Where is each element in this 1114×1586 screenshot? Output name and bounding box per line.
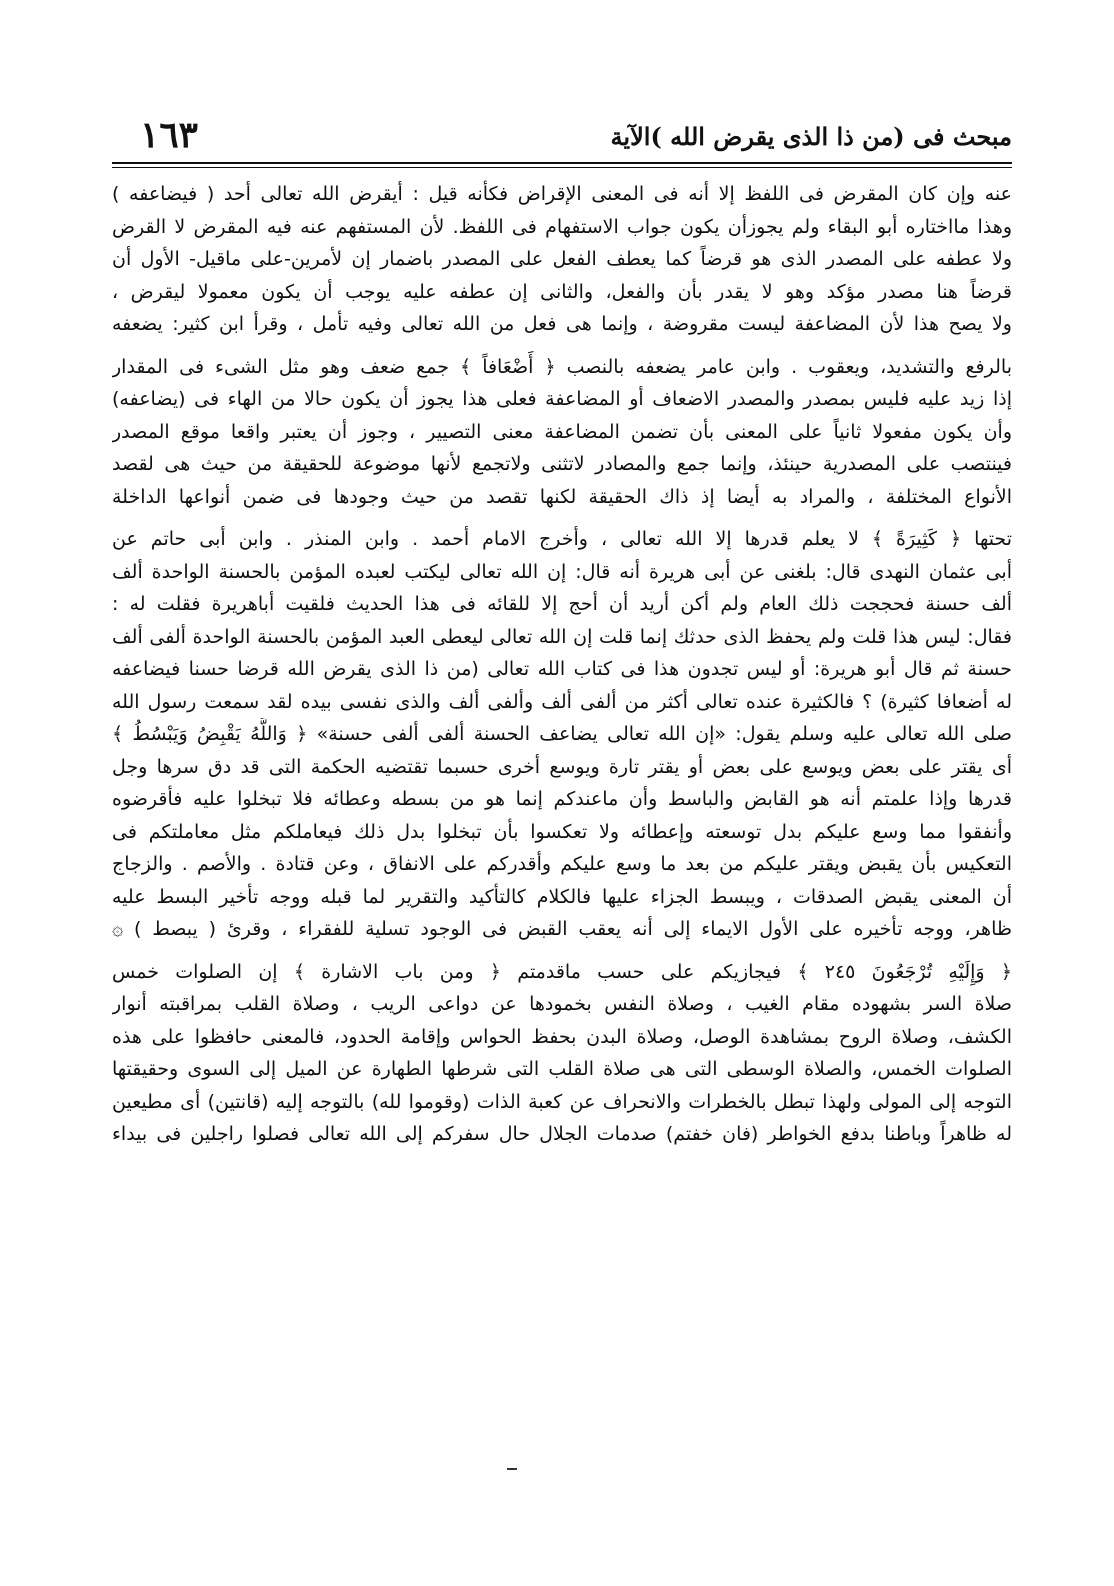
text-line: فينتصب على المصدرية حينئذ، وإنما جمع والمصادر لاتثنى ولاتجمع لأنها موضوعة للحقيقة من حيث هى لقصد [112, 453, 1012, 475]
text-line: صلى الله تعالى عليه وسلم يقول: «إن الله تعالى يضاعف الحسنة ألفى ألفى حسنة» ﴿ وَاللَّهُ يَقْبِضُ وَيَبْسُطُ ﴾ [112, 723, 1012, 745]
text-line: وأنفقوا مما وسع عليكم بدل توسعته وإعطائه ولا تعكسوا بأن تبخلوا بدل ذلك فيعاملكم مثل معاملتكم فى [112, 820, 1012, 843]
running-title: مبحث فى (من ذا الذى يقرض الله )الآية [610, 122, 1012, 151]
text-line: ولا عطفه على المصدر الذى هو قرضاً كما يعطف الفعل على المصدر باضمار إن لأمرين-على ماقيل- الأول أن [112, 248, 1012, 270]
scanned-page [112, 100, 1012, 1500]
text-line: ولا يصح هذا لأن المضاعفة ليست مقروضة ، وإنما هى فعل من الله تعالى وفيه تأمل ، وقرأ ابن كثير: يضعفه [112, 313, 1012, 335]
text-line: قدرها وإذا علمتم أنه هو القابض والباسط وأن ماعندكم إنما هو من بسطه وعطائه فلا تبخلوا عليه فأقرضوه [112, 788, 1012, 810]
text-line: فقال: ليس هذا قلت ولم يحفظ الذى حدثك إنما قلت إن الله تعالى ليعطى العبد المؤمن بالحسنة الواحدة ألفى ألف [112, 625, 1012, 648]
text-line: الأنواع المختلفة ، والمراد به أيضا إذ ذاك الحقيقة لكنها تقصد من حيث وجودها فى ضمن أنواعها الداخلة [112, 485, 1012, 508]
text-line: له ظاهراً وباطنا بدفع الخواطر (فان خفتم) صدمات الجلال حال سفركم إلى الله تعالى فصلوا راجلين فى بيداء [112, 1123, 1012, 1145]
text-line: وأن يكون مفعولا ثانياً على المعنى بأن تضمن المضاعفة معنى التصيير ، وجوز أن يعتبر واقعا موقع المصدر [112, 420, 1012, 443]
text-line: الصلوات الخمس، والصلاة الوسطى التى هى صلاة القلب التى شرطها الطهارة عن الميل إلى السوى وحقيقتها [112, 1058, 1012, 1080]
text-line: إذا زيد عليه فليس بمصدر والمصدر الاضعاف أو المضاعفة فعلى هذا يجوز أن يكون حالا من الهاء فى (يضاعفه) [112, 388, 1012, 410]
text-line: ألف حسنة فحججت ذلك العام ولم أكن أريد أن أحج إلا للقائه فى هذا الحديث فلقيت أباهريرة فقلت له : [112, 593, 1012, 615]
text-line: صلاة السر بشهوده مقام الغيب ، وصلاة النفس بخمودها عن دواعى الريب ، وصلاة القلب بمراقبته أنوار [112, 993, 1012, 1015]
paragraph-gap [112, 513, 1012, 523]
text-line: ظاهر، ووجه تأخيره على الأول الايماء إلى أنه يعقب القبض فى الوجود تسلية للفقراء ، وقرئ ( يبصط ) ۞ [112, 918, 1012, 940]
text-line: أى يقتر على بعض ويوسع على بعض أو يقتر تارة ويوسع أخرى حسبما تقتضيه الحكمة التى قد دق سرها وجل [112, 755, 1012, 778]
text-line: له أضعافا كثيرة) ؟ فالكثيرة عنده تعالى أكثر من ألفى ألف وألفى ألف والذى نفسى بيده لقد سمعت رسول الله [112, 690, 1012, 713]
header-rule-thin [112, 167, 1012, 168]
text-line: تحتها ﴿ كَثِيرَةً ﴾ لا يعلم قدرها إلا الله تعالى ، وأخرج الامام أحمد . وابن المنذر . وابن أبى حاتم عن [112, 528, 1012, 550]
text-line: التعكيس بأن يقبض ويقتر عليكم من بعد ما وسع عليكم وأقدركم على الانفاق ، وعن قتادة . والأصم . والزجاج [112, 853, 1012, 875]
text-line: قرضاً هنا مصدر مؤكد وهو لا يقدر بأن والفعل، والثانى إن عطفه عليه يوجب أن يكون معمولا ليقرض ، [112, 280, 1012, 303]
page-number: ١٦٣ [140, 114, 199, 156]
text-line: ﴿ وَإِلَيْهِ تُرْجَعُونَ ٢٤٥ ﴾ فيجازيكم على حسب ماقدمتم ﴿ ومن باب الاشارة ﴾ إن الصلوات خمس [112, 960, 1012, 983]
footer-mark [507, 1468, 517, 1470]
text-line: بالرفع والتشديد، ويعقوب . وابن عامر يضعفه بالنصب ﴿ أَضْعَافاً ﴾ جمع ضعف وهو مثل الشىء فى المقدار [112, 355, 1012, 378]
text-line: عنه وإن كان المقرض فى اللفظ إلا أنه فى المعنى الإقراض فكأنه قيل : أيقرض الله تعالى أحد ( فيضاعفه ) [112, 183, 1012, 205]
paragraph-gap [112, 946, 1012, 956]
header-rule [112, 162, 1012, 164]
page-header [112, 100, 1012, 160]
body-text [112, 178, 1012, 1151]
text-line: حسنة ثم قال أبو هريرة: أو ليس تجدون هذا فى كتاب الله تعالى (من ذا الذى يقرض الله قرضا حسنا فيضاعفه [112, 658, 1012, 680]
text-line: وهذا مااختاره أبو البقاء ولم يجوزأن يكون جواب الاستفهام فى اللفظ. لأن المستفهم عنه فيه المقرض لا القرض [112, 215, 1012, 238]
text-line: التوجه إلى المولى ولهذا تبطل بالخطرات والانحراف عن كعبة الذات (وقوموا لله) بالتوجه إليه (قانتين) أى مطيعين [112, 1090, 1012, 1113]
text-line: الكشف، وصلاة الروح بمشاهدة الوصل، وصلاة البدن بحفظ الحواس وإقامة الحدود، فالمعنى حافظوا على هذه [112, 1025, 1012, 1048]
text-line: أن المعنى يقبض الصدقات ، ويبسط الجزاء عليها فالكلام كالتأكيد والتقرير لما قبله ووجه تأخير البسط عليه [112, 885, 1012, 908]
paragraph-gap [112, 341, 1012, 351]
text-line: أبى عثمان النهدى قال: بلغنى عن أبى هريرة أنه قال: إن الله تعالى ليكتب لعبده المؤمن بالحسنة الواحدة ألف [112, 560, 1012, 583]
